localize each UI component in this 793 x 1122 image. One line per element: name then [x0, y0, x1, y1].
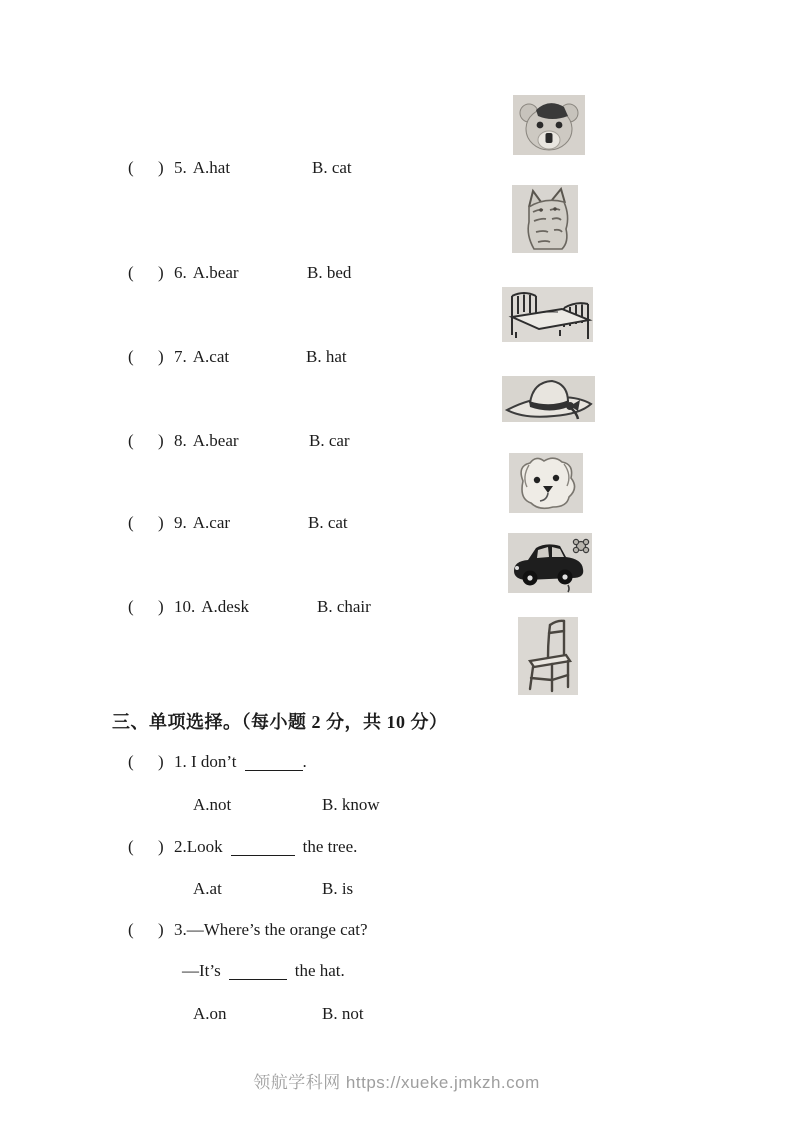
- question-text: [174, 263, 239, 283]
- question-number: 8.: [174, 431, 187, 450]
- answer-blank: [245, 753, 303, 771]
- question-text: [174, 920, 368, 940]
- choice-question-3-reply: [182, 961, 345, 981]
- option-a: A.car: [192, 513, 231, 532]
- answer-paren-open: (: [128, 158, 134, 177]
- answer-paren-close: ): [158, 513, 164, 532]
- answer-blank: [231, 838, 295, 856]
- puppy-icon: [509, 453, 583, 513]
- bed-image: [502, 287, 593, 347]
- question-text: [174, 597, 249, 617]
- option-b: B. cat: [308, 513, 348, 532]
- answer-paren-close: ): [158, 597, 164, 616]
- option-a: A.not: [193, 795, 232, 814]
- option-a: A.on: [193, 1004, 227, 1023]
- question-row-9: [128, 513, 348, 533]
- answer-paren-close: ): [158, 920, 164, 939]
- question-text: [174, 513, 230, 533]
- answer-paren-close: ): [158, 431, 164, 450]
- option-a: A.desk: [201, 597, 249, 616]
- answer-paren-open: (: [128, 597, 134, 616]
- answer-paren-close: ): [158, 263, 164, 282]
- sun-hat-image: [502, 376, 595, 427]
- choice-question-3: [128, 920, 368, 940]
- question-text: [174, 347, 229, 367]
- question-row-8: [128, 431, 350, 451]
- option-a: A.bear: [192, 263, 239, 282]
- question-stem: 1. I don’t: [174, 752, 237, 771]
- site-watermark: 领航学科网 https://xueke.jmkzh.com: [253, 1073, 540, 1092]
- puppy-image: [509, 453, 583, 518]
- choice-options-1: [193, 795, 380, 815]
- answer-blank: [229, 962, 287, 980]
- question-number: 6.: [174, 263, 187, 282]
- reply-after-blank: the hat.: [294, 961, 345, 980]
- car-icon: [508, 533, 592, 593]
- chair-icon: [518, 617, 578, 695]
- question-stem: 2.Look: [174, 837, 223, 856]
- car-image: [508, 533, 592, 598]
- answer-paren-close: ): [158, 752, 164, 771]
- sun-hat-icon: [502, 376, 595, 422]
- bed-icon: [502, 287, 593, 342]
- question-text: [174, 431, 239, 451]
- option-a: A.bear: [192, 431, 239, 450]
- question-row-7: [128, 347, 347, 367]
- stem-after-blank: .: [302, 752, 307, 771]
- section-heading: 三、单项选择。（每小题 2 分，共 10 分）: [112, 712, 448, 732]
- cat-image: [512, 185, 578, 258]
- question-row-6: [128, 263, 352, 283]
- cat-icon: [512, 185, 578, 253]
- choice-question-2: [128, 837, 358, 857]
- question-number: 5.: [174, 158, 187, 177]
- option-a: A.at: [193, 879, 222, 898]
- question-stem: 3.—Where’s the orange cat?: [174, 920, 368, 939]
- option-b: B. chair: [317, 597, 371, 616]
- question-text: [174, 837, 357, 857]
- chair-image: [518, 617, 578, 700]
- teddy-bear-icon: [513, 95, 585, 155]
- answer-paren-open: (: [128, 513, 134, 532]
- stem-after-blank: the tree.: [302, 837, 358, 856]
- answer-paren-open: (: [128, 431, 134, 450]
- question-row-5: [128, 158, 352, 178]
- option-b: B. know: [322, 795, 380, 814]
- question-number: 7.: [174, 347, 187, 366]
- option-b: B. is: [322, 879, 354, 898]
- teddy-bear-image: [513, 95, 585, 160]
- answer-paren-close: ): [158, 158, 164, 177]
- question-number: 9.: [174, 513, 187, 532]
- choice-options-3: [193, 1004, 364, 1024]
- question-text: [174, 752, 307, 772]
- question-number: 10.: [174, 597, 196, 616]
- option-b: B. not: [322, 1004, 364, 1023]
- answer-paren-open: (: [128, 263, 134, 282]
- option-b: B. bed: [307, 263, 352, 282]
- answer-paren-open: (: [128, 920, 134, 939]
- question-text: [174, 158, 230, 178]
- option-a: A.cat: [192, 347, 230, 366]
- choice-question-1: [128, 752, 307, 772]
- answer-paren-open: (: [128, 347, 134, 366]
- answer-paren-open: (: [128, 752, 134, 771]
- choice-options-2: [193, 879, 354, 899]
- question-row-10: [128, 597, 371, 617]
- option-a: A.hat: [192, 158, 231, 177]
- answer-paren-close: ): [158, 347, 164, 366]
- reply-before-blank: —It’s: [182, 961, 221, 980]
- answer-paren-close: ): [158, 837, 164, 856]
- option-b: B. cat: [312, 158, 352, 177]
- option-b: B. hat: [306, 347, 347, 366]
- option-b: B. car: [309, 431, 350, 450]
- answer-paren-open: (: [128, 837, 134, 856]
